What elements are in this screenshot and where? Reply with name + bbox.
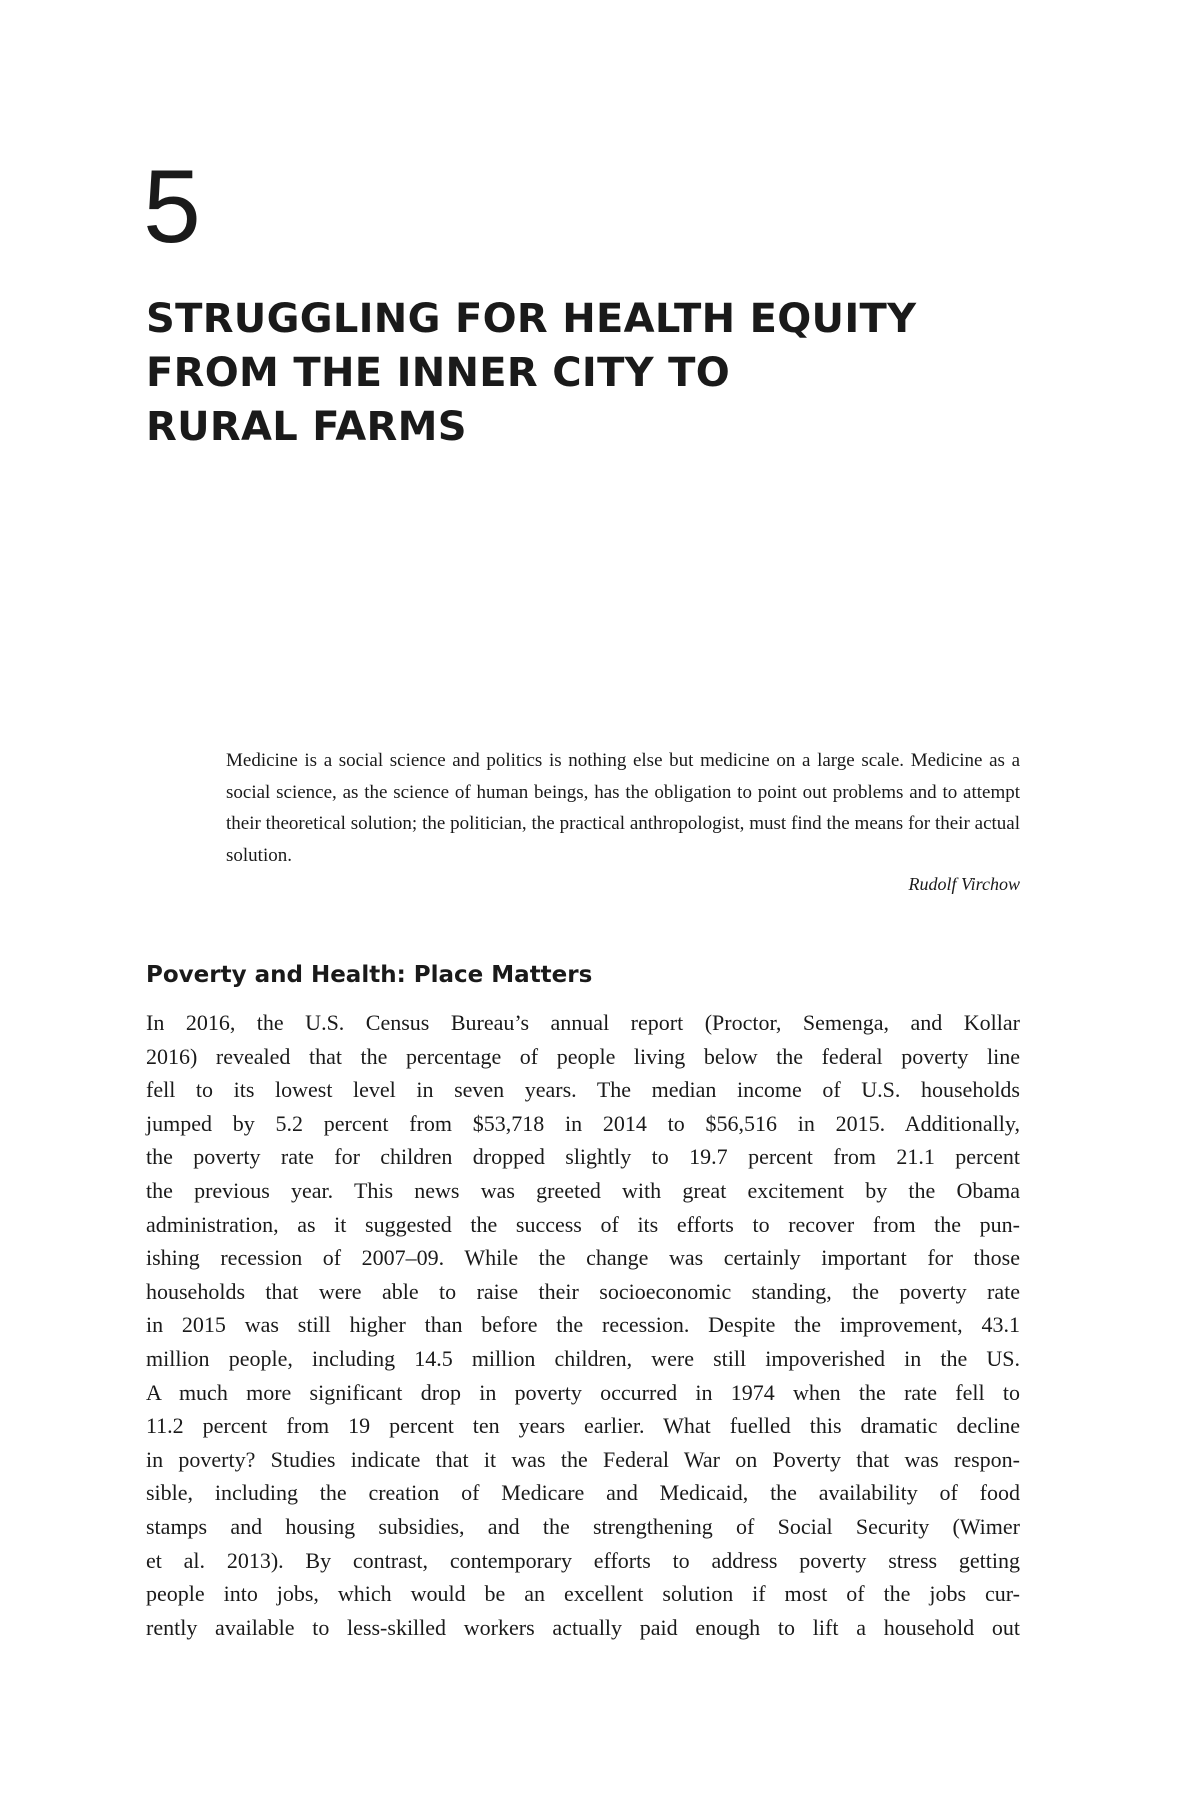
chapter-title-line: RURAL FARMS bbox=[146, 404, 467, 450]
chapter-number: 5 bbox=[143, 149, 201, 265]
body-line: in poverty? Studies indicate that it was the Federal War on Poverty that was respon- bbox=[146, 1446, 1020, 1472]
body-line: the previous year. This news was greeted with great excitement by the Obama bbox=[146, 1177, 1020, 1203]
body-line: sible, including the creation of Medicare and Medicaid, the availability of food bbox=[146, 1480, 1020, 1506]
body-line: in 2015 was still higher than before the recession. Despite the improvement, 43.1 bbox=[146, 1312, 1020, 1338]
body-line: et al. 2013). By contrast, contemporary efforts to address poverty stress getting bbox=[146, 1547, 1020, 1573]
epigraph-quote: Medicine is a social science and politics is nothing else but medicine on a large scale. Medicine as a social science, as the science of human beings, has the obligation to point out problems and to attempt their theoretical solution; the politician, the practical anthropologist, must find the means for their actual solution. bbox=[226, 750, 1020, 866]
chapter-title-line: STRUGGLING FOR HEALTH EQUITY bbox=[146, 296, 917, 342]
body-line: rently available to less-skilled workers actually paid enough to lift a household out bbox=[146, 1614, 1020, 1640]
body-line: fell to its lowest level in seven years. The median income of U.S. households bbox=[146, 1077, 1020, 1103]
body-line: people into jobs, which would be an excellent solution if most of the jobs cur- bbox=[146, 1581, 1020, 1607]
chapter-title-line: FROM THE INNER CITY TO bbox=[146, 350, 731, 396]
body-line: households that were able to raise their socioeconomic standing, the poverty rate bbox=[146, 1278, 1020, 1304]
section-heading: Poverty and Health: Place Matters bbox=[146, 962, 593, 988]
body-line: jumped by 5.2 percent from $53,718 in 2014 to $56,516 in 2015. Additionally, bbox=[146, 1110, 1020, 1136]
chapter-title bbox=[146, 292, 1046, 454]
body-line: administration, as it suggested the success of its efforts to recover from the pun- bbox=[146, 1211, 1020, 1237]
body-line: In 2016, the U.S. Census Bureau’s annual report (Proctor, Semenga, and Kollar bbox=[146, 1010, 1020, 1035]
body-line: the poverty rate for children dropped slightly to 19.7 percent from 21.1 percent bbox=[146, 1144, 1020, 1170]
epigraph-author: Rudolf Virchow bbox=[908, 874, 1020, 894]
body-line: 2016) revealed that the percentage of people living below the federal poverty line bbox=[146, 1043, 1020, 1069]
body-paragraph bbox=[146, 1006, 1020, 1644]
body-line: million people, including 14.5 million children, were still impoverished in the US. bbox=[146, 1345, 1020, 1371]
body-line: ishing recession of 2007–09. While the change was certainly important for those bbox=[146, 1245, 1020, 1271]
body-line: 11.2 percent from 19 percent ten years earlier. What fuelled this dramatic decline bbox=[146, 1413, 1020, 1439]
body-line: A much more significant drop in poverty occurred in 1974 when the rate fell to bbox=[146, 1379, 1020, 1405]
body-line: stamps and housing subsidies, and the strengthening of Social Security (Wimer bbox=[146, 1513, 1020, 1539]
